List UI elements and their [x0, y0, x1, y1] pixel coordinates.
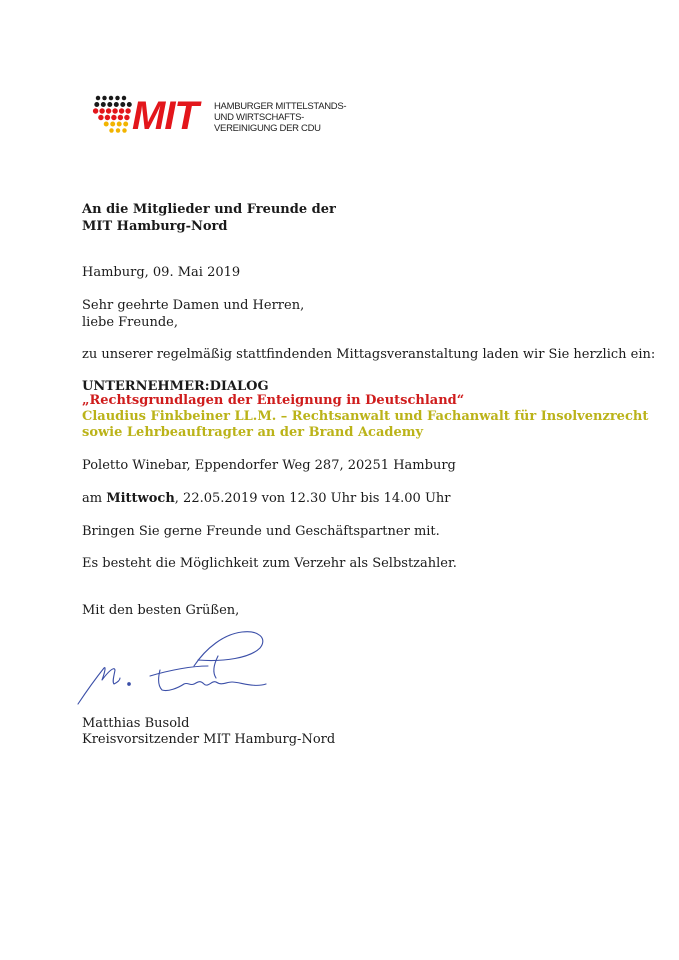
- handwritten-signature: [74, 626, 274, 708]
- logo-dot: [125, 108, 130, 113]
- event-speaker-role: sowie Lehrbeauftragter an der Brand Academy: [82, 425, 424, 440]
- event-speaker: Claudius Finkbeiner LL.M. – Rechtsanwalt und Fachanwalt für Insolvenzrecht: [82, 409, 649, 424]
- logo-dot: [96, 96, 100, 100]
- logo-dot: [119, 108, 124, 113]
- logo-dot: [101, 102, 106, 107]
- event-time-prefix: am: [82, 491, 107, 506]
- intro-text: zu unserer regelmäßig stattfindenden Mittagsveranstaltung laden wir Sie herzlich ein:: [82, 347, 656, 362]
- logo-dot: [107, 102, 112, 107]
- logo-dot: [123, 122, 128, 127]
- note-catering: Es besteht die Möglichkeit zum Verzehr als Selbstzahler.: [82, 556, 457, 571]
- logo-line: HAMBURGER MITTELSTANDS-: [214, 101, 347, 112]
- logo-dot: [109, 128, 113, 132]
- logo-dot: [105, 115, 110, 120]
- event-weekday: Mittwoch: [106, 491, 175, 506]
- logo-dot: [98, 115, 103, 120]
- logo-dot: [122, 96, 126, 100]
- logo-dot: [109, 96, 113, 100]
- logo-line: UND WIRTSCHAFTS-: [214, 112, 305, 123]
- logo-dot: [110, 122, 115, 127]
- event-time-rest: , 22.05.2019 von 12.30 Uhr bis 14.00 Uhr: [174, 491, 451, 506]
- recipient-line: MIT Hamburg-Nord: [82, 219, 228, 234]
- logo-dot: [122, 128, 126, 132]
- logo-dot: [114, 102, 119, 107]
- logo-dot: [106, 108, 111, 113]
- salutation-line: liebe Freunde,: [82, 315, 178, 330]
- mit-dots-icon: [86, 92, 136, 138]
- event-location: Poletto Winebar, Eppendorfer Weg 287, 20251 Hamburg: [82, 458, 456, 473]
- logo-dot: [120, 102, 125, 107]
- event-time: [82, 491, 451, 507]
- logo-dot: [117, 122, 122, 127]
- logo-dot: [94, 102, 99, 107]
- mit-logo: [86, 92, 346, 138]
- logo-wordmark: MIT: [132, 94, 198, 138]
- signer-name: Matthias Busold: [82, 716, 190, 731]
- logo-dot: [118, 115, 123, 120]
- logo-line: VEREINIGUNG DER CDU: [214, 123, 321, 134]
- event-title: „Rechtsgrundlagen der Enteignung in Deutschland“: [82, 393, 465, 408]
- logo-dot: [111, 115, 116, 120]
- recipient-line: An die Mitglieder und Freunde der: [82, 202, 336, 217]
- logo-dot: [104, 122, 109, 127]
- logo-dot: [102, 96, 106, 100]
- salutation-line: Sehr geehrte Damen und Herren,: [82, 298, 305, 313]
- logo-dot: [112, 108, 117, 113]
- note-guests: Bringen Sie gerne Freunde und Geschäftspartner mit.: [82, 524, 440, 539]
- logo-dot: [124, 115, 129, 120]
- logo-dot: [116, 128, 120, 132]
- date-line: Hamburg, 09. Mai 2019: [82, 265, 241, 280]
- logo-dot: [115, 96, 119, 100]
- closing-line: Mit den besten Grüßen,: [82, 603, 240, 618]
- event-series: UNTERNEHMER:DIALOG: [82, 379, 269, 394]
- logo-dot: [99, 108, 104, 113]
- logo-dot: [93, 108, 98, 113]
- signer-role: Kreisvorsitzender MIT Hamburg-Nord: [82, 732, 336, 747]
- logo-org-name: [214, 101, 346, 134]
